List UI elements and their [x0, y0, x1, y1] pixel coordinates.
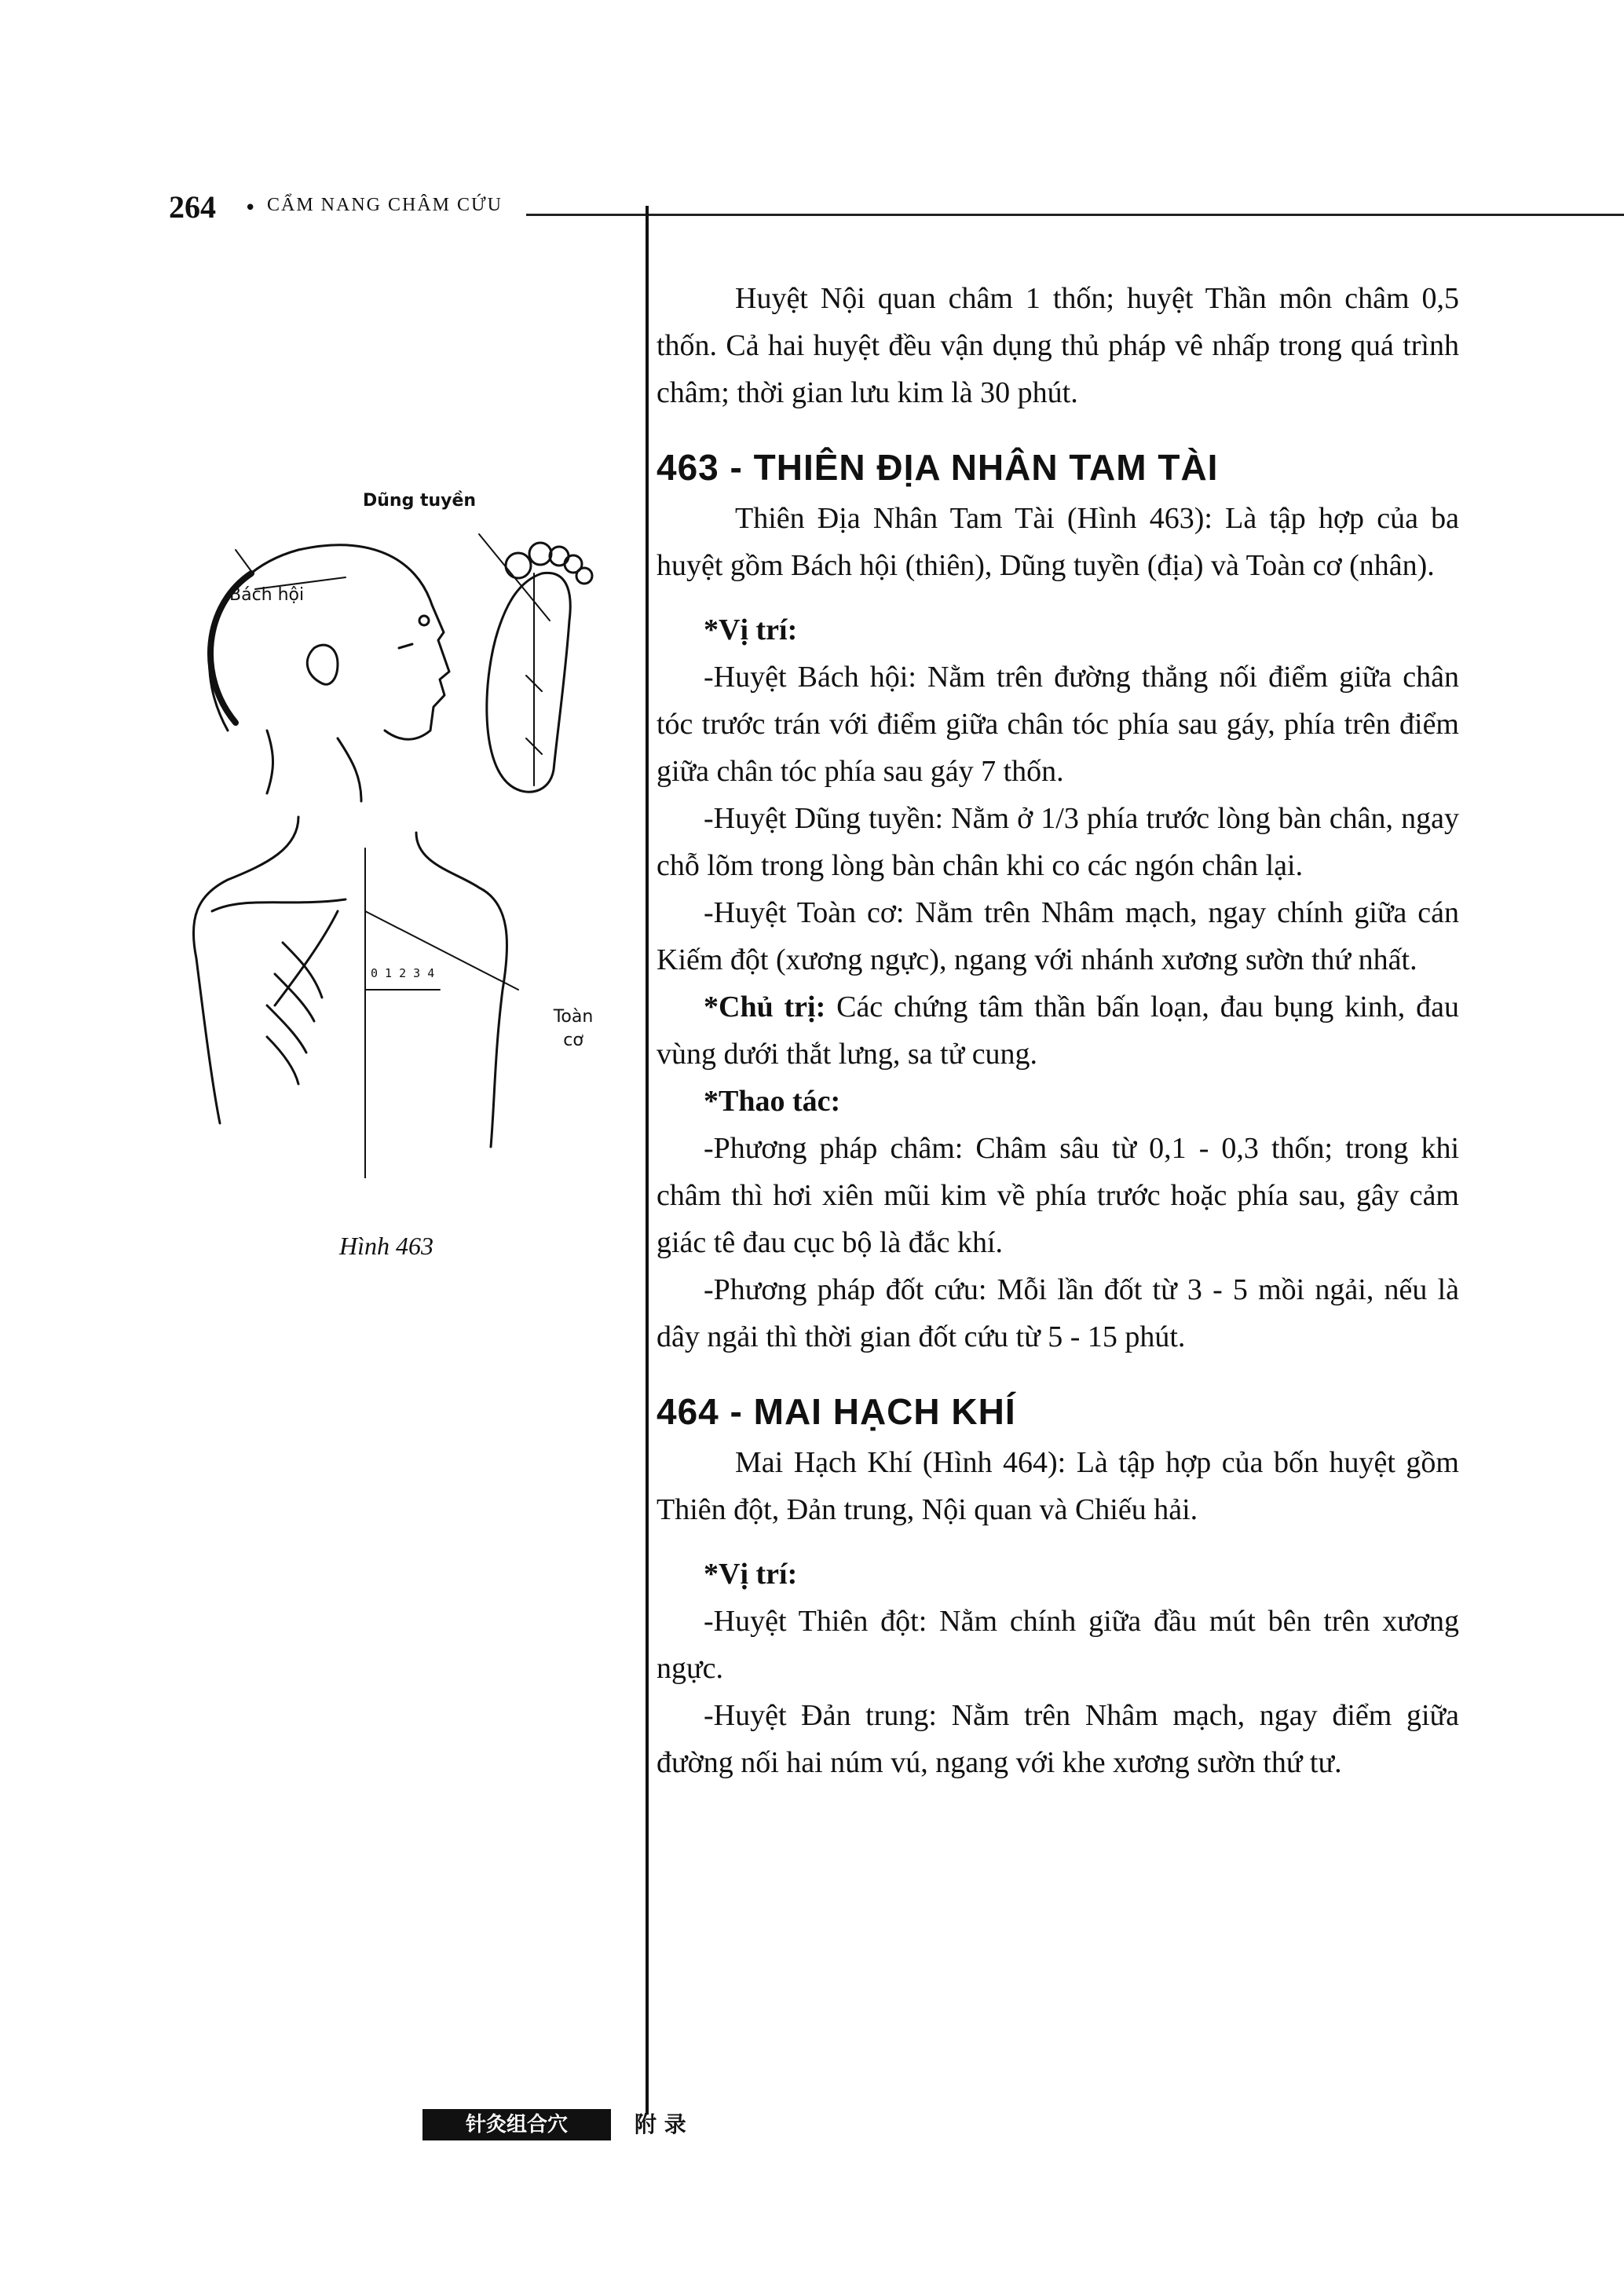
header-separator: •	[244, 196, 257, 220]
head-drawing	[210, 545, 449, 801]
figure-463	[181, 471, 620, 1178]
torso-drawing	[193, 817, 518, 1178]
running-title: CẨM NANG CHÂM CỨU	[267, 195, 503, 215]
section-463-thaotac-label: *Thao tác:	[704, 1085, 841, 1118]
column-divider	[646, 206, 649, 2115]
figure-caption: Hình 463	[339, 1232, 433, 1260]
section-464-vitri-2: -Huyệt Đản trung: Nằm trên Nhâm mạch, ngay điểm giữa đường nối hai núm vú, ngang với khe xương sườn thứ tư.	[657, 1699, 1459, 1779]
chutri-label: *Chủ trị:	[704, 991, 826, 1023]
page-header	[169, 189, 1465, 225]
section-463-thaotac-1: -Phương pháp châm: Châm sâu từ 0,1 - 0,3 thốn; trong khi châm thì hơi xiên mũi kim về phía trước hoặc phía sau, gây cảm giác tê đau cục bộ là đắc khí.	[657, 1132, 1459, 1259]
section-463-vitri-2: -Huyệt Dũng tuyền: Nằm ở 1/3 phía trước lòng bàn chân, ngay chỗ lõm trong lòng bàn chân khi co các ngón chân lại.	[657, 802, 1459, 882]
label-scale: 0 1 2 3 4	[371, 966, 435, 980]
section-463-heading: 463 - THIÊN ĐỊA NHÂN TAM TÀI	[657, 447, 1219, 488]
section-464-vitri-1: -Huyệt Thiên đột: Nằm chính giữa đầu mút bên trên xương ngực.	[657, 1605, 1459, 1685]
main-column	[657, 275, 1459, 1786]
foot-drawing	[479, 534, 592, 792]
page-number: 264	[169, 189, 216, 225]
section-463-thaotac-2: -Phương pháp đốt cứu: Mỗi lần đốt từ 3 - 5 mồi ngải, nếu là dây ngải thì thời gian đốt cứu từ 5 - 15 phút.	[657, 1273, 1459, 1353]
header-rule	[526, 214, 1624, 216]
footer-right: 附 录	[635, 2111, 686, 2137]
section-464-heading: 464 - MAI HẠCH KHÍ	[657, 1391, 1016, 1432]
intro-paragraph: Huyệt Nội quan châm 1 thốn; huyệt Thần môn châm 0,5 thốn. Cả hai huyệt đều vận dụng thủ pháp vê nhấp trong quá trình châm; thời gian lưu kim là 30 phút.	[657, 282, 1459, 409]
section-463-vitri-3: -Huyệt Toàn cơ: Nằm trên Nhâm mạch, ngay chính giữa cán Kiếm đột (xương ngực), ngang với nhánh xương sườn thứ nhất.	[657, 896, 1459, 976]
section-464-intro: Mai Hạch Khí (Hình 464): Là tập hợp của bốn huyệt gồm Thiên đột, Đản trung, Nội quan và Chiếu hải.	[657, 1446, 1459, 1526]
section-463-chutri	[657, 983, 1459, 1078]
footer-tag: 针灸组合穴	[422, 2109, 611, 2140]
section-464-vitri-label: *Vị trí:	[704, 1558, 798, 1591]
label-bach-hoi: Bách hội	[229, 585, 305, 605]
section-463-vitri-1: -Huyệt Bách hội: Nằm trên đường thẳng nối điểm giữa chân tóc trước trán với điểm giữa chân tóc phía sau gáy, phía trên điểm giữa chân tóc phía sau gáy 7 thốn.	[657, 661, 1459, 788]
chutri-text: Các chứng tâm thần bấn loạn, đau bụng kinh, đau vùng dưới thắt lưng, sa tử cung.	[657, 991, 1459, 1071]
label-toan-co: Toàn cơ	[553, 1007, 594, 1050]
section-463-intro: Thiên Địa Nhân Tam Tài (Hình 463): Là tập hợp của ba huyệt gồm Bách hội (thiên), Dũng tuyền (địa) và Toàn cơ (nhân).	[657, 502, 1459, 582]
label-dung-tuyen: Dũng tuyền	[363, 491, 477, 511]
section-463-vitri-label: *Vị trí:	[704, 613, 798, 646]
